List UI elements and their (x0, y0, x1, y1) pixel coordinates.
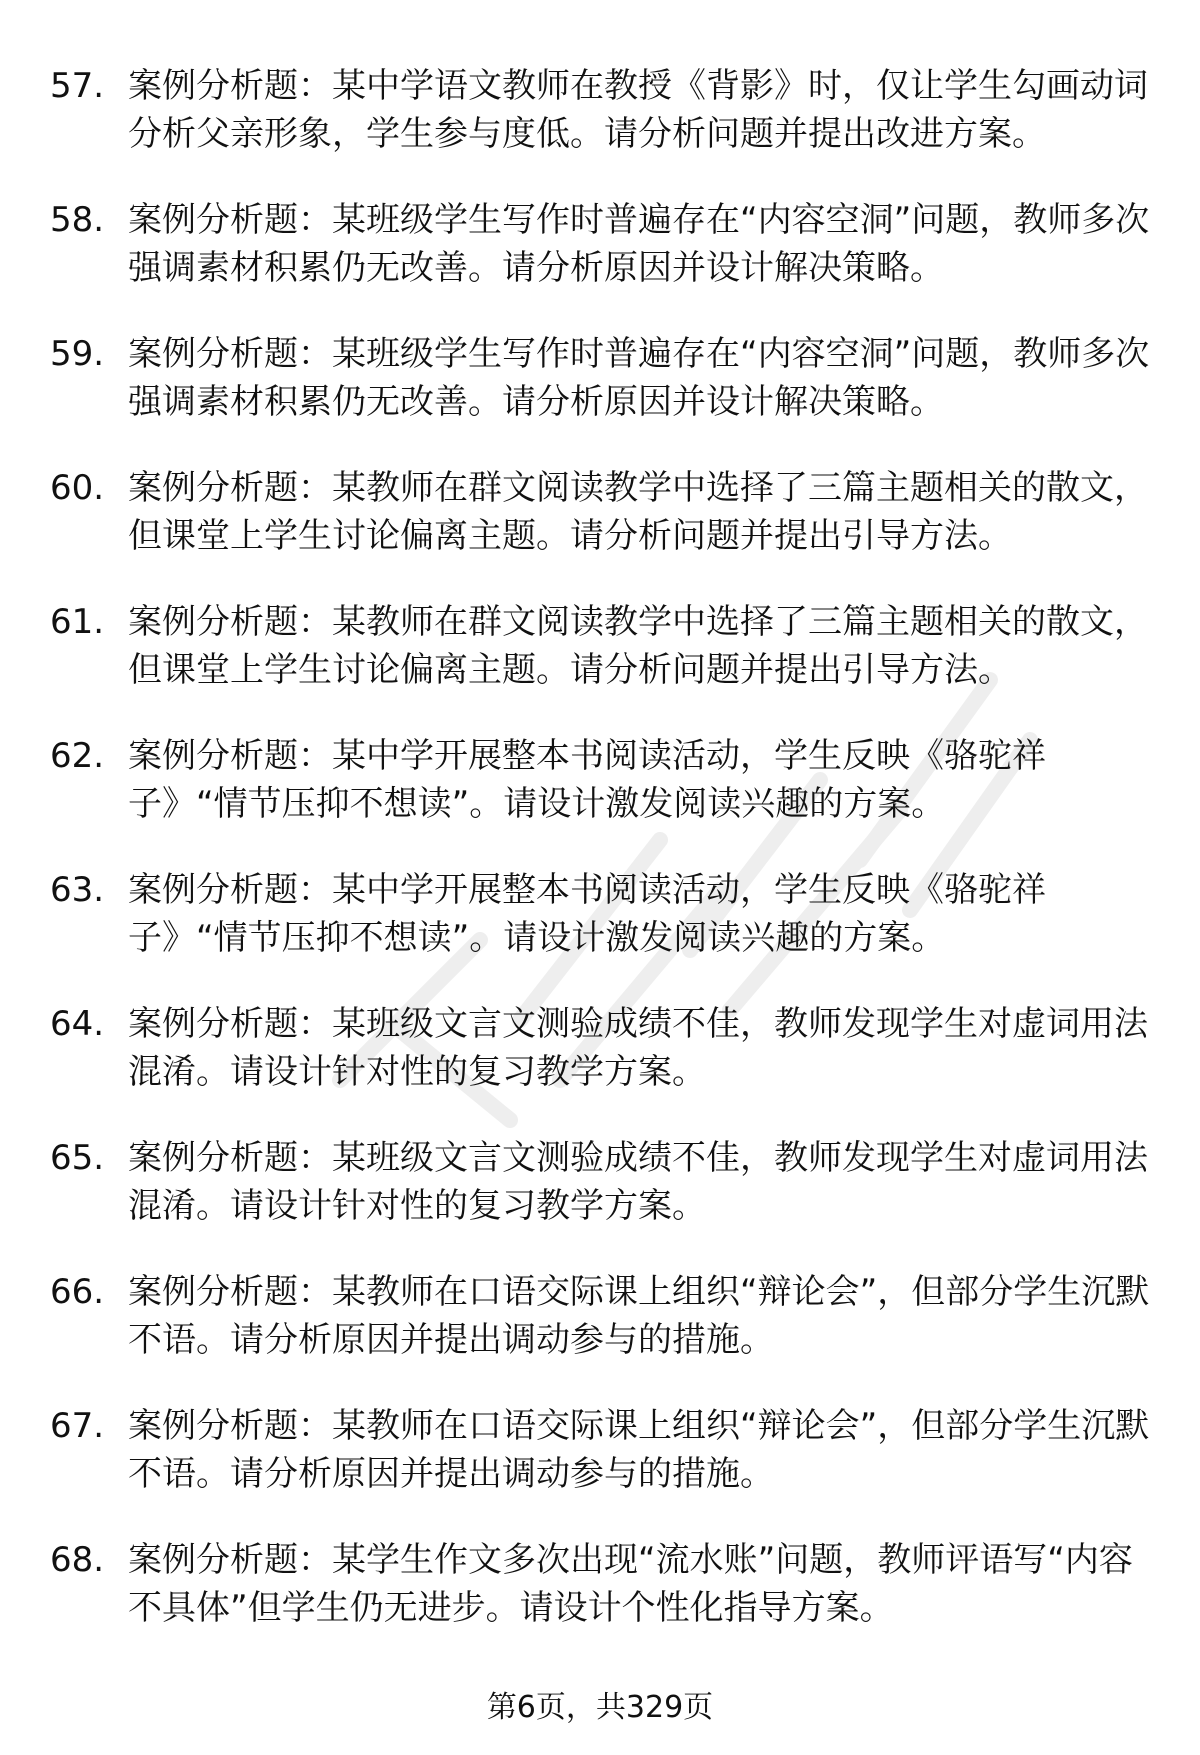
question-item (50, 330, 1150, 426)
question-number: 64. (50, 1004, 105, 1044)
question-number: 68. (50, 1540, 105, 1580)
question-number: 63. (50, 870, 105, 910)
question-text: 案例分析题：某教师在群文阅读教学中选择了三篇主题相关的散文，但课堂上学生讨论偏离主题。请分析问题并提出引导方法。 (128, 602, 1148, 690)
question-item (50, 1402, 1150, 1498)
question-text: 案例分析题：某中学开展整本书阅读活动，学生反映《骆驼祥子》“情节压抑不想读”。请设计激发阅读兴趣的方案。 (128, 736, 1046, 824)
question-number: 62. (50, 736, 105, 776)
question-item (50, 62, 1150, 158)
question-item (50, 732, 1150, 828)
question-text: 案例分析题：某教师在群文阅读教学中选择了三篇主题相关的散文，但课堂上学生讨论偏离主题。请分析问题并提出引导方法。 (128, 468, 1148, 556)
question-text: 案例分析题：某教师在口语交际课上组织“辩论会”，但部分学生沉默不语。请分析原因并提出调动参与的措施。 (128, 1406, 1150, 1494)
question-text: 案例分析题：某中学语文教师在教授《背影》时，仅让学生勾画动词分析父亲形象，学生参与度低。请分析问题并提出改进方案。 (128, 66, 1148, 154)
question-number: 66. (50, 1272, 105, 1312)
question-item (50, 464, 1150, 560)
question-text: 案例分析题：某班级文言文测验成绩不佳，教师发现学生对虚词用法混淆。请设计针对性的复习教学方案。 (128, 1004, 1148, 1092)
question-item (50, 1000, 1150, 1096)
question-item (50, 1536, 1150, 1632)
question-text: 案例分析题：某教师在口语交际课上组织“辩论会”，但部分学生沉默不语。请分析原因并提出调动参与的措施。 (128, 1272, 1150, 1360)
question-number: 57. (50, 66, 105, 106)
question-item (50, 866, 1150, 962)
question-number: 60. (50, 468, 105, 508)
question-text: 案例分析题：某班级学生写作时普遍存在“内容空洞”问题，教师多次强调素材积累仍无改善。请分析原因并设计解决策略。 (128, 200, 1150, 288)
question-text: 案例分析题：某班级学生写作时普遍存在“内容空洞”问题，教师多次强调素材积累仍无改善。请分析原因并设计解决策略。 (128, 334, 1150, 422)
question-text: 案例分析题：某班级文言文测验成绩不佳，教师发现学生对虚词用法混淆。请设计针对性的复习教学方案。 (128, 1138, 1148, 1226)
question-number: 61. (50, 602, 105, 642)
question-number: 59. (50, 334, 105, 374)
page-footer: 第6页，共329页 (486, 1690, 714, 1725)
question-item (50, 1134, 1150, 1230)
question-item (50, 1268, 1150, 1364)
question-number: 67. (50, 1406, 105, 1446)
question-text: 案例分析题：某中学开展整本书阅读活动，学生反映《骆驼祥子》“情节压抑不想读”。请设计激发阅读兴趣的方案。 (128, 870, 1046, 958)
question-number: 65. (50, 1138, 105, 1178)
question-item (50, 598, 1150, 694)
question-list (50, 62, 1150, 1670)
question-number: 58. (50, 200, 105, 240)
question-text: 案例分析题：某学生作文多次出现“流水账”问题，教师评语写“内容不具体”但学生仍无进步。请设计个性化指导方案。 (128, 1540, 1133, 1628)
question-item (50, 196, 1150, 292)
